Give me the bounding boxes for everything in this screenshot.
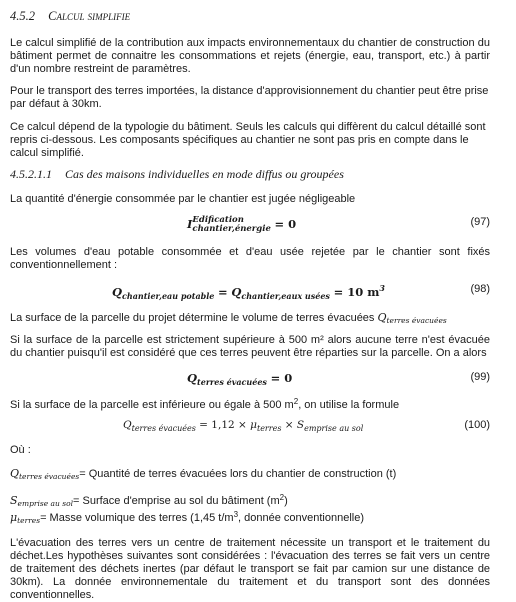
definition-q-terres: Qterres évacuées= Quantité de terres évacuées lors du chantier de construction (t) — [10, 467, 397, 481]
typology-paragraph: Ce calcul dépend de la typologie du bâtiment. Seuls les calculs qui diffèrent du calcul détaillé sont repris ci-dessous. Les composants spécifiques au chantier ne sont pas pris en compte dans le calcul simplifié. — [10, 121, 486, 159]
equation-98 — [10, 280, 490, 302]
equation-99-number: (99) — [470, 371, 490, 383]
small-parcel-paragraph: Si la surface de la parcelle est inférieure ou égale à 500 $m^2$, on utilise la formule — [10, 397, 400, 411]
intro-paragraph: Le calcul simplifié de la contribution aux impacts environnementaux du chantier de construction du bâtiment permet de connaitre les consommations et rejets (énergie, eau, transport, etc.) à partir d'un nombre restreint de paramètres. — [10, 37, 490, 75]
large-parcel-paragraph: Si la surface de la parcelle est strictement supérieure à 500 m² alors aucune terre n'est évacuée du chantier puisqu'il est considéré que ces terres peuvent être réparties sur la parcelle. On a alors — [10, 334, 490, 359]
water-paragraph: Les volumes d'eau potable consommée et d'eau usée rejetée par le chantier sont fixés conventionnellement : — [10, 246, 490, 271]
subsection-heading — [10, 167, 344, 182]
equation-97-formula: I Edification chantier,énergie = 0 — [187, 215, 297, 234]
section-title: Calcul simplifie — [48, 9, 131, 23]
equation-100-number: (100) — [464, 419, 490, 431]
evacuation-paragraph: L'évacuation des terres vers un centre de traitement nécessite un transport et le traitement du déchet.Les hypothèses suivantes sont considérées : l'évacuation des terres se fait vers un centre de traitement des déchets inertes (par défaut le transport se fait par camion sur une distance de 30km). La donnée environnementale du traitement et du transport sont des données conventionnelles. — [10, 537, 490, 601]
equation-99 — [10, 368, 490, 390]
equation-97 — [10, 213, 490, 235]
equation-98-number: (98) — [470, 283, 490, 295]
definition-s-emprise: Semprise au sol= Surface d'emprise au sol du bâtiment $(m^2)$ — [10, 493, 288, 508]
subsection-title: Cas des maisons individuelles en mode diffus ou groupées — [65, 167, 344, 181]
equation-99-formula: $Q_{terres évacuées} = 0$ — [187, 371, 293, 387]
section-heading — [10, 9, 130, 24]
parcel-paragraph: La surface de la parcelle du projet détermine le volume de terres évacuées Qterres évacuées — [10, 311, 447, 325]
transport-paragraph: Pour le transport des terres importées, la distance d'approvisionnement du chantier peut être prise par défaut à 30km. — [10, 85, 489, 110]
equation-98-formula: $Q_{chantier,eau potable} = Q_{chantier,eaux usées} = 10$ $m^3$ — [112, 283, 385, 301]
subsection-number: 4.5.2.1.1 — [10, 167, 52, 181]
equation-100 — [10, 416, 490, 438]
definition-mu-terres: μterres= Masse volumique des terres (1,45 $t/m^3$, donnée conventionnelle) — [10, 510, 365, 525]
energy-paragraph: La quantité d'énergie consommée par le chantier est jugée négligeable — [10, 193, 356, 205]
equation-100-formula: $Q_{terres évacuées} = 1,12 \times \mu_{terres} \times S_{emprise au sol}$ — [123, 419, 364, 433]
equation-97-number: (97) — [470, 216, 490, 228]
section-number: 4.5.2 — [10, 9, 35, 23]
where-label: Où : — [10, 444, 31, 456]
